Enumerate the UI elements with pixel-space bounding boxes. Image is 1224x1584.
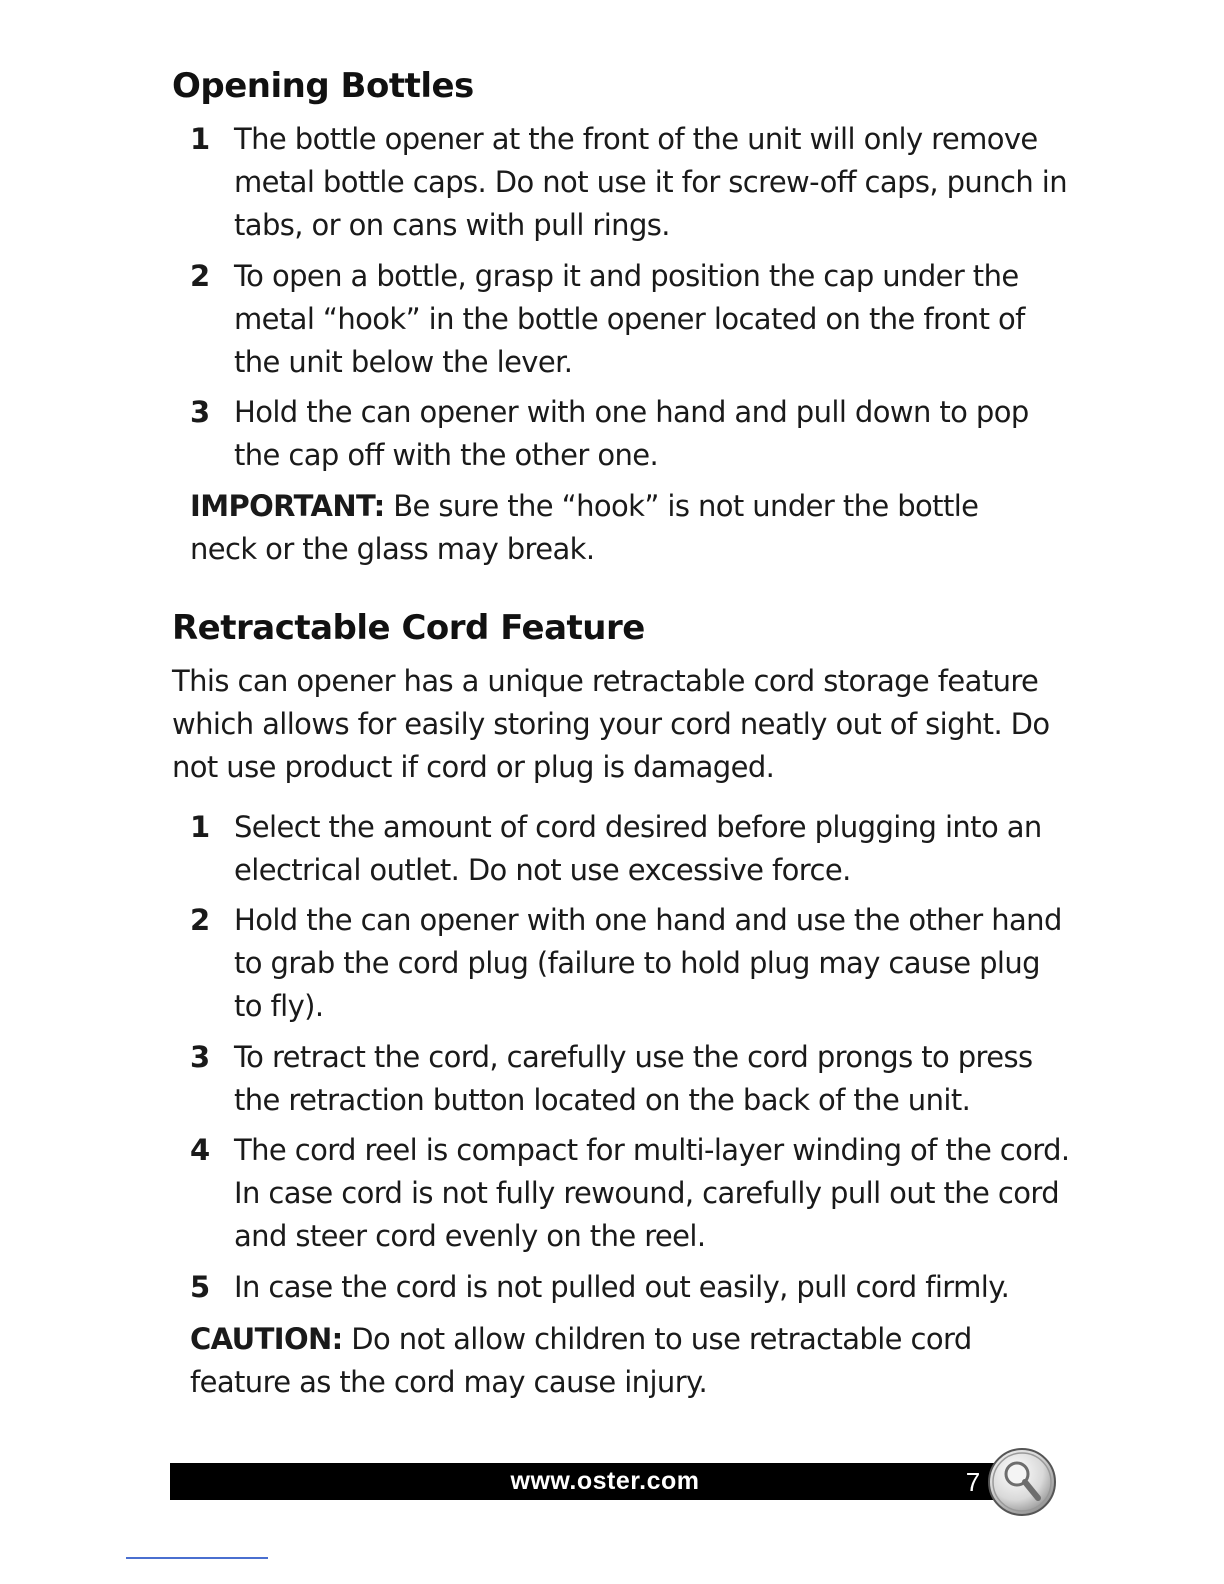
- section-intro: This can opener has a unique retractable cord storage feature which allows for easily storing your cord neatly out of sight. Do not use product if cord or plug is damaged.: [172, 664, 1050, 784]
- step-text: Hold the can opener with one hand and use the other hand to grab the cord plug (failure to hold plug may cause plug to fly).: [234, 903, 1062, 1023]
- list-item: [190, 1266, 1070, 1309]
- page-number: 7: [965, 1467, 981, 1497]
- caution-note: [190, 1318, 1050, 1404]
- section-title-retractable-cord: Retractable Cord Feature: [172, 608, 645, 648]
- step-text: To open a bottle, grasp it and position the cap under the metal “hook” in the bottle opener located on the front of the unit below the lever.: [234, 259, 1025, 379]
- step-number: 2: [190, 259, 210, 293]
- list-item: [190, 118, 1070, 247]
- step-number: 3: [190, 395, 210, 429]
- step-text: The cord reel is compact for multi-layer winding of the cord. In case cord is not fully rewound, carefully pull out the cord and steer cord evenly on the reel.: [234, 1133, 1070, 1253]
- list-item: [190, 1036, 1070, 1122]
- important-note: [190, 485, 1050, 571]
- step-number: 3: [190, 1040, 210, 1074]
- note-label: IMPORTANT:: [190, 489, 385, 523]
- step-number: 1: [190, 810, 210, 844]
- list-item: [190, 806, 1070, 892]
- footer-url-link[interactable]: www.oster.com: [510, 1467, 700, 1495]
- list-item: [190, 1129, 1070, 1258]
- list-item: [190, 391, 1070, 477]
- step-number: 4: [190, 1133, 210, 1167]
- section-title-opening-bottles: Opening Bottles: [172, 66, 474, 106]
- list-item: [190, 255, 1070, 384]
- step-text: In case the cord is not pulled out easily, pull cord firmly.: [234, 1270, 1010, 1304]
- bottom-rule: [126, 1557, 268, 1559]
- step-text: To retract the cord, carefully use the cord prongs to press the retraction button located on the back of the unit.: [234, 1040, 1033, 1117]
- magnifier-icon: [986, 1446, 1058, 1518]
- step-number: 2: [190, 903, 210, 937]
- list-item: [190, 899, 1070, 1028]
- note-text: Be sure the “hook” is not under the bottle neck or the glass may break.: [190, 489, 979, 566]
- step-text: Select the amount of cord desired before plugging into an electrical outlet. Do not use excessive force.: [234, 810, 1042, 887]
- note-label: CAUTION:: [190, 1322, 343, 1356]
- step-text: Hold the can opener with one hand and pull down to pop the cap off with the other one.: [234, 395, 1029, 472]
- note-text: Do not allow children to use retractable cord feature as the cord may cause injury.: [190, 1322, 972, 1399]
- step-text: The bottle opener at the front of the unit will only remove metal bottle caps. Do not use it for screw-off caps, punch in tabs, or on cans with pull rings.: [234, 122, 1067, 242]
- step-number: 1: [190, 122, 210, 156]
- step-number: 5: [190, 1270, 210, 1304]
